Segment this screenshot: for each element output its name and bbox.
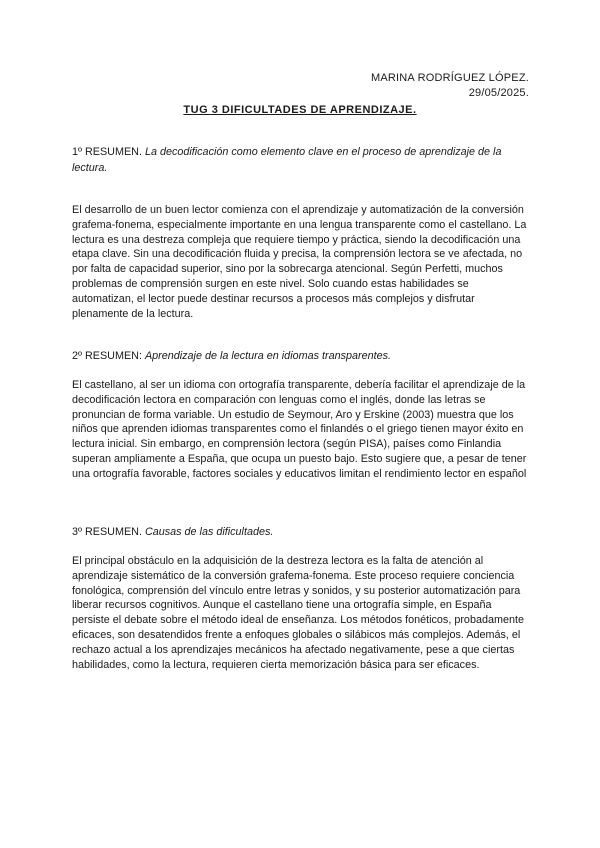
section-2-label: 2º RESUMEN:: [72, 350, 142, 362]
section-3-heading: [72, 524, 532, 540]
document-date: 29/05/2025.: [468, 87, 529, 99]
section-1-label: 1º RESUMEN.: [72, 146, 142, 158]
section-3-subtitle: Causas de las dificultades.: [144, 526, 274, 538]
author-name: MARINA RODRÍGUEZ LÓPEZ.: [370, 72, 529, 84]
section-3-body: El principal obstáculo en la adquisición de la destreza lectora es la falta de atención al aprendizaje sistemático de la conversión grafema-fonema. Este proceso requiere conciencia fonológica, comprensión del vínculo entre letras y sonidos, y su posterior automatización para liberar recursos cognitivos. Aunque el castellano tiene una ortografía simple, en España persiste el debate sobre el método ideal de enseñanza. Los métodos fonéticos, probadamente eficaces, son desatendidos frente a enfoques globales o silábicos más complejos. Además, el rechazo actual a los aprendizajes mecánicos ha afectado negativamente, pese a que ciertas habilidades, como la lectura, requieren cierta memorización básica para ser eficaces.: [72, 555, 524, 671]
section-3-label: 3º RESUMEN.: [72, 526, 142, 538]
section-1-heading: [72, 144, 532, 176]
section-1-body: El desarrollo de un buen lector comienza con el aprendizaje y automatización de la conversión grafema-fonema, especialmente importante en una lengua transparente como el castellano. La lectura es una destreza compleja que requiere tiempo y práctica, siendo la decodificación una etapa clave. Sin una decodificación fluida y precisa, la comprensión lectora se ve afectada, no por falta de capacidad superior, sino por la sobrecarga atencional. Según Perfetti, muchos problemas de comprensión surgen en este nivel. Solo cuando estas habilidades se automatizan, el lector puede destinar recursos a procesos más complejos y disfrutar plenamente de la lectura.: [72, 204, 527, 320]
author-block: [371, 71, 529, 101]
section-1-subtitle: La decodificación como elemento clave en el proceso de aprendizaje de la lectura.: [72, 146, 502, 174]
document-title: TUG 3 DIFICULTADES DE APRENDIZAJE.: [183, 104, 417, 116]
section-2-subtitle: Aprendizaje de la lectura en idiomas transparentes.: [144, 350, 392, 362]
section-2-body: El castellano, al ser un idioma con ortografía transparente, debería facilitar el aprendizaje de la decodificación lectora en comparación con lenguas como el inglés, donde las letras se pronuncian de forma variable. Un estudio de Seymour, Aro y Erskine (2003) muestra que los niños que aprenden idiomas transparentes como el finlandés o el griego tienen mayor éxito en lectura inicial. Sin embargo, en comprensión lectora (según PISA), países como Finlandia superan ampliamente a España, que ocupa un puesto bajo. Esto sugiere que, a pesar de tener una ortografía favorable, factores sociales y educativos limitan el rendimiento lector en español: [72, 379, 527, 480]
section-2-heading: [72, 348, 532, 364]
